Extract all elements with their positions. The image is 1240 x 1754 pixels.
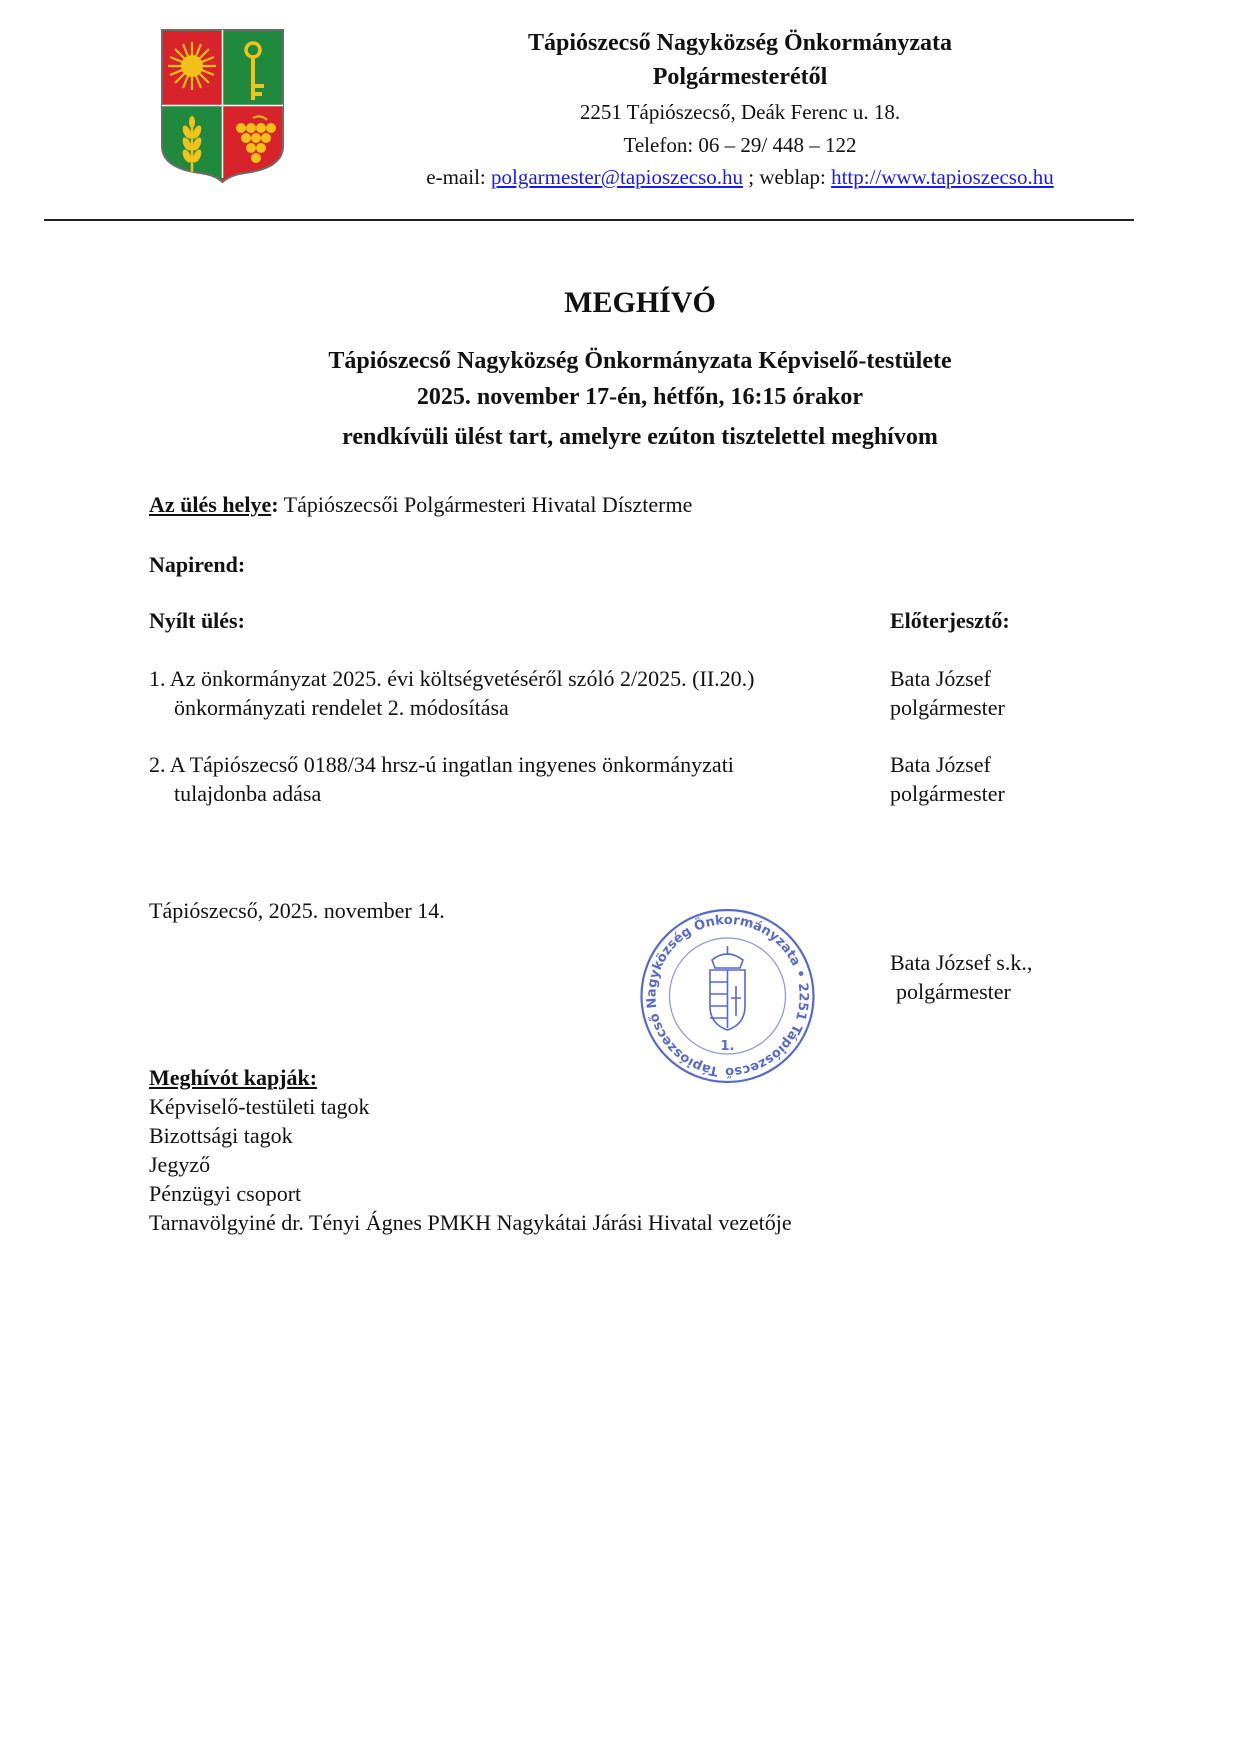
header-divider bbox=[44, 219, 1134, 221]
agenda-item-2-presenter-title: polgármester bbox=[890, 781, 1005, 806]
subtitle-line-1: Tápiószecső Nagyközség Önkormányzata Képviselő-testülete bbox=[328, 348, 952, 374]
subtitle-line-2: 2025. november 17-én, hétfőn, 16:15 órakor bbox=[416, 384, 864, 410]
agenda-item-2-line-1: 2. A Tápiószecső 0188/34 hrsz-ú ingatlan ingyenes önkormányzati bbox=[149, 752, 734, 777]
stamp-number: 1. bbox=[720, 1039, 735, 1054]
agenda-item-1-presenter: Bata József bbox=[890, 666, 991, 691]
agenda-heading: Napirend: bbox=[149, 552, 246, 577]
recipient-item: Jegyző bbox=[149, 1152, 211, 1177]
stamp-text: Tápiószecső Nagyközség Önkormányzata • 2251 Tápiószecső bbox=[644, 912, 811, 1080]
document-title: MEGHÍVÓ bbox=[564, 286, 716, 319]
signature-title: polgármester bbox=[896, 979, 1011, 1004]
hungarian-coat-of-arms-icon bbox=[710, 946, 745, 1030]
agenda-item-1-presenter-title: polgármester bbox=[890, 695, 1005, 720]
signature-name: Bata József s.k., bbox=[890, 950, 1033, 975]
coat-of-arms bbox=[160, 28, 285, 183]
address: 2251 Tápiószecső, Deák Ferenc u. 18. bbox=[579, 100, 901, 124]
agenda-item-1-line-1: 1. Az önkormányzat 2025. évi költségvetéséről szóló 2/2025. (II.20.) bbox=[149, 666, 755, 691]
agenda-item-1-line-2: önkormányzati rendelet 2. módosítása bbox=[174, 695, 509, 720]
recipient-item: Képviselő-testületi tagok bbox=[149, 1094, 370, 1119]
office-name: Polgármesterétől bbox=[652, 64, 828, 90]
recipient-item: Pénzügyi csoport bbox=[149, 1181, 302, 1206]
web-label: ; weblap: bbox=[748, 165, 826, 189]
phone: Telefon: 06 – 29/ 448 – 122 bbox=[623, 133, 857, 157]
contact-line bbox=[330, 165, 1150, 190]
date-place: Tápiószecső, 2025. november 14. bbox=[149, 898, 445, 923]
email-label: e-mail: bbox=[426, 165, 486, 189]
official-stamp bbox=[630, 908, 825, 1088]
recipient-item: Bizottsági tagok bbox=[149, 1123, 293, 1148]
recipient-item: Tarnavölgyiné dr. Tényi Ágnes PMKH Nagykátai Járási Hivatal vezetője bbox=[149, 1210, 792, 1235]
email-link[interactable]: polgarmester@tapioszecso.hu bbox=[491, 165, 744, 189]
agenda-item-2-presenter: Bata József bbox=[890, 752, 991, 777]
agenda-item-2-line-2: tulajdonba adása bbox=[174, 781, 322, 806]
website-link[interactable]: http://www.tapioszecso.hu bbox=[831, 165, 1054, 189]
venue-value: Tápiószecsői Polgármesteri Hivatal Díszterme bbox=[278, 492, 693, 517]
venue-colon: : bbox=[271, 492, 279, 517]
org-name: Tápiószecső Nagyközség Önkormányzata bbox=[528, 30, 952, 56]
presenter-heading: Előterjesztő: bbox=[890, 608, 1010, 633]
venue-line bbox=[149, 492, 692, 518]
venue-label: Az ülés helye bbox=[149, 492, 272, 517]
subtitle-line-3: rendkívüli ülést tart, amelyre ezúton tisztelettel meghívom bbox=[342, 424, 938, 450]
open-session-heading: Nyílt ülés: bbox=[149, 608, 245, 633]
recipients-heading: Meghívót kapják: bbox=[149, 1065, 318, 1090]
sun-icon bbox=[168, 42, 216, 90]
